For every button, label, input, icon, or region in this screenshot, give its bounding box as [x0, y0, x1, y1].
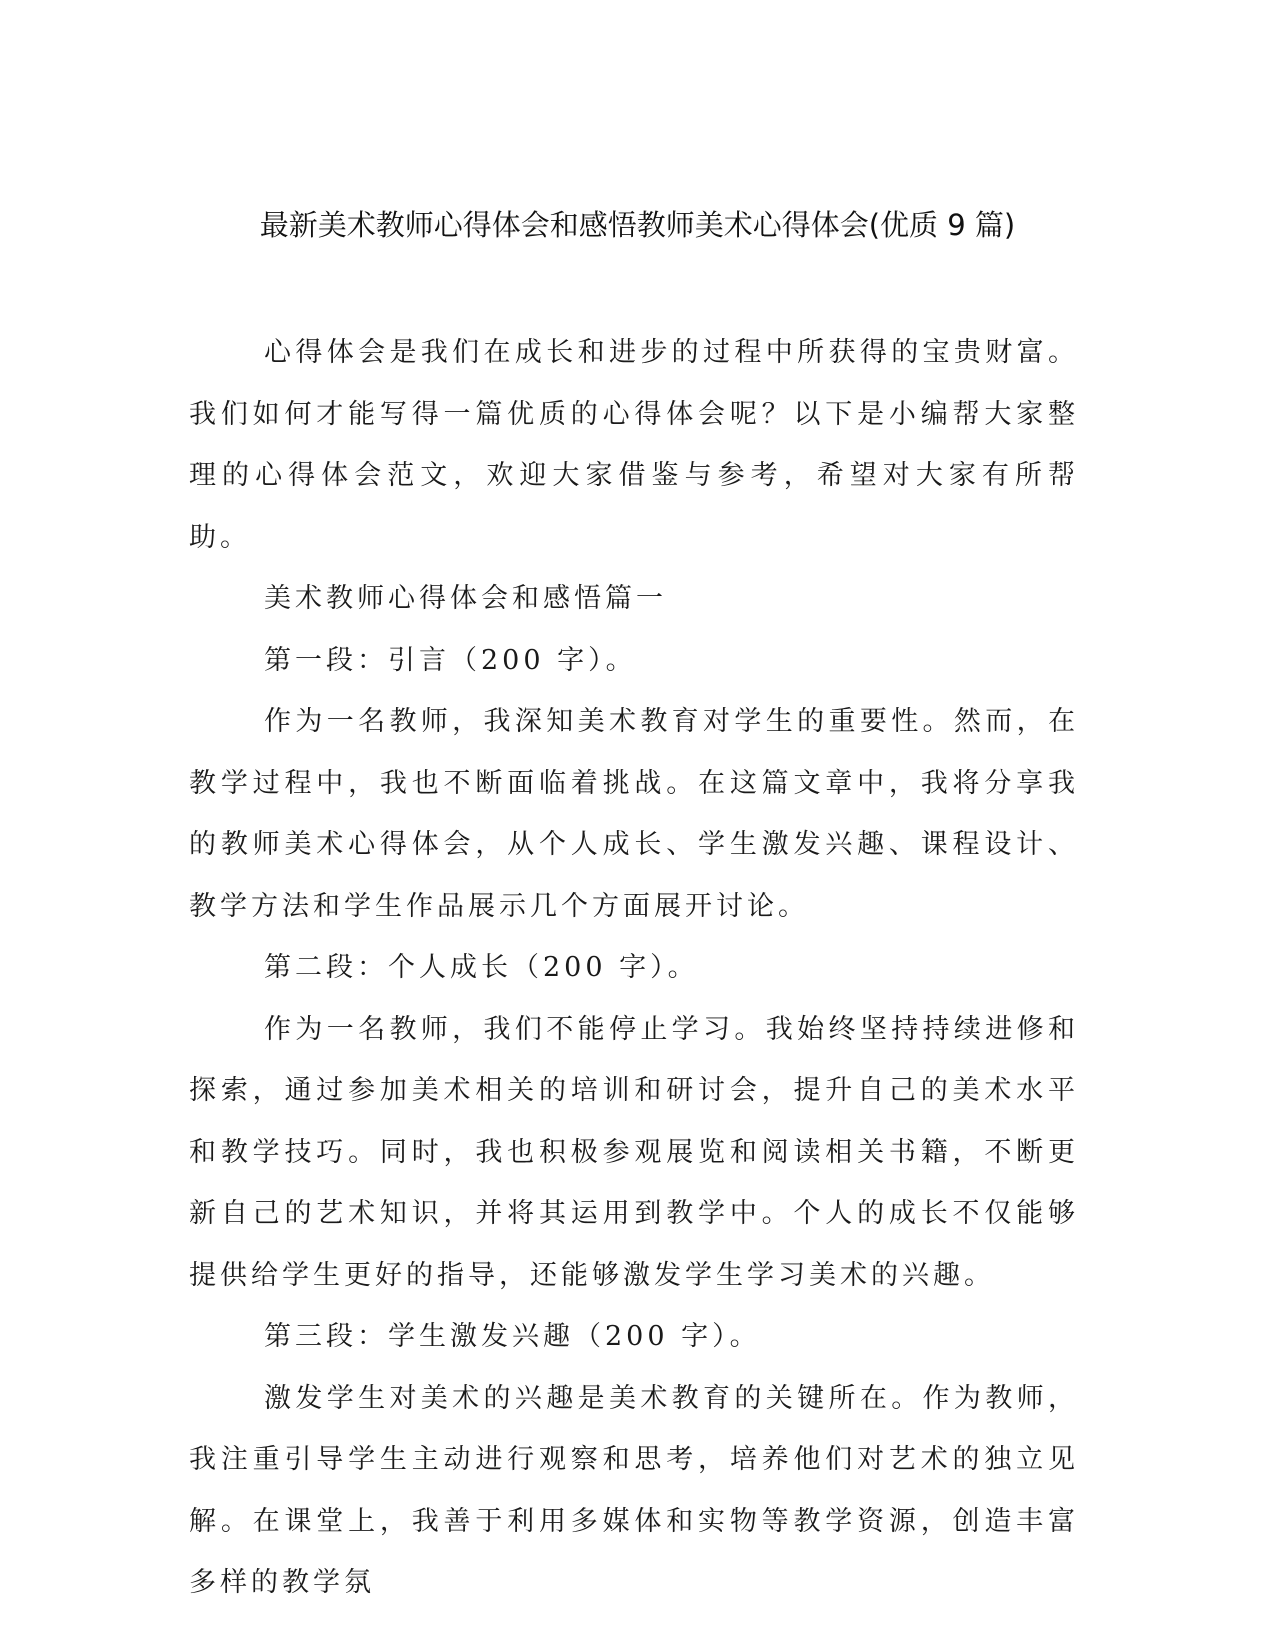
- section-paragraph-3: 激发学生对美术的兴趣是美术教育的关键所在。作为教师，我注重引导学生主动进行观察和思考，培养他们对艺术的独立见解。在课堂上，我善于利用多媒体和实物等教学资源，创造丰富多样的教学氛: [189, 1382, 1079, 1598]
- article-heading: 美术教师心得体会和感悟篇一: [264, 583, 667, 614]
- section-heading-2: 第二段：个人成长（200 字）。: [264, 952, 699, 983]
- section-heading-1: 第一段：引言（200 字）。: [264, 644, 637, 676]
- section-paragraph-2: 作为一名教师，我们不能停止学习。我始终坚持持续进修和探索，通过参加美术相关的培训和研讨会，提升自己的美术水平和教学技巧。同时，我也积极参观展览和阅读相关书籍，不断更新自己的艺术知识，并将其运用到教学中。个人的成长不仅能够提供给学生更好的指导，还能够激发学生学习美术的兴趣。: [189, 1013, 1079, 1291]
- section-heading-3: 第三段：学生激发兴趣（200 字）。: [264, 1321, 761, 1352]
- document-title: 最新美术教师心得体会和感悟教师美术心得体会(优质 9 篇): [259, 208, 1016, 242]
- intro-paragraph: 心得体会是我们在成长和进步的过程中所获得的宝贵财富。我们如何才能写得一篇优质的心得体会呢？以下是小编帮大家整理的心得体会范文，欢迎大家借鉴与参考，希望对大家有所帮助。: [189, 337, 1079, 553]
- section-paragraph-1: 作为一名教师，我深知美术教育对学生的重要性。然而，在教学过程中，我也不断面临着挑战。在这篇文章中，我将分享我的教师美术心得体会，从个人成长、学生激发兴趣、课程设计、教学方法和学生作品展示几个方面展开讨论。: [189, 706, 1079, 922]
- document-body: [189, 322, 1079, 1614]
